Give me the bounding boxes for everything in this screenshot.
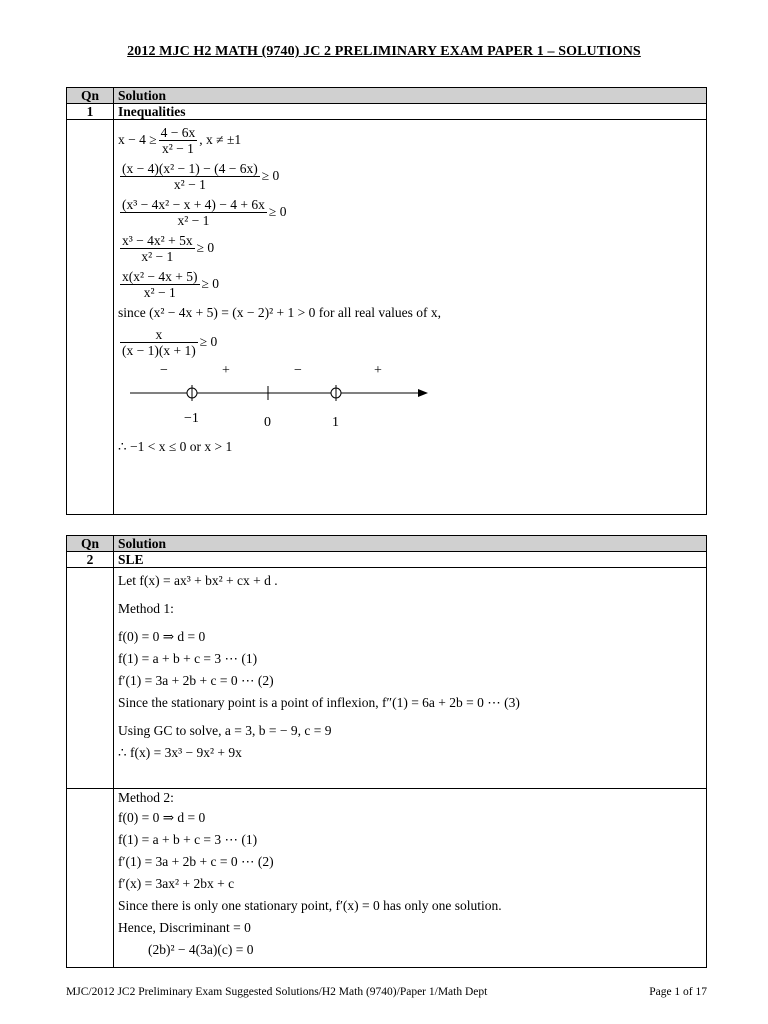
q1-line5: $\frac{\text{x(x² − 4x + 5)}}{\text{x² − 1}}$ ≥ 0 — [122, 268, 220, 300]
m2-line: f′(x) = 3ax² + 2bx + c — [118, 876, 235, 891]
page-title: 2012 MJC H2 MATH (9740) JC 2 PRELIMINARY EXAM PAPER 1 – SOLUTIONS — [127, 44, 641, 59]
solution-header: Solution — [114, 88, 707, 104]
q1-line2: $\frac{\text{(x − 4)(x² − 1) − (4 − 6x)}}{\text{x² − 1}}$ ≥ 0 — [122, 160, 280, 192]
m2-line: Hence, Discriminant = 0 — [118, 920, 251, 935]
q1-answer: ∴ −1 < x ≤ 0 or x > 1 — [118, 439, 233, 454]
sign-label: − — [294, 363, 302, 378]
footer-page-number: Page 1 of 17 — [649, 986, 707, 998]
m2-line: Since there is only one stationary point, f′(x) = 0 has only one solution. — [118, 898, 502, 913]
tick-label: −1 — [184, 411, 199, 426]
m1-line: Since the stationary point is a point of inflexion, f″(1) = 6a + 2b = 0 ⋯ (3) — [118, 695, 520, 710]
q2-let-line: Let f(x) = ax³ + bx² + cx + d . — [118, 573, 278, 588]
q2-number: 2 — [67, 552, 114, 568]
m2-line: (2b)² − 4(3a)(c) = 0 — [148, 942, 254, 957]
sign-label: + — [374, 363, 382, 378]
q1-number: 1 — [67, 104, 114, 120]
q2-method2 — [114, 789, 707, 968]
m2-line: f′(1) = 3a + 2b + c = 0 ⋯ (2) — [118, 854, 274, 869]
m1-line: Using GC to solve, a = 3, b = − 9, c = 9 — [118, 723, 332, 738]
footer-source: MJC/2012 JC2 Preliminary Exam Suggested Solutions/H2 Math (9740)/Paper 1/Math Dept — [66, 986, 488, 998]
q1-solution — [114, 120, 707, 515]
q1-topic: Inequalities — [114, 104, 707, 120]
q1-line6: $\frac{x}{(x - 1)(x + 1)}$ ≥ 0 — [122, 326, 218, 358]
qn-header: Qn — [67, 536, 114, 552]
sign-number-line — [124, 360, 444, 436]
qn-header: Qn — [67, 88, 114, 104]
sign-label: + — [222, 363, 230, 378]
q1-since-line: since (x² − 4x + 5) = (x − 2)² + 1 > 0 for all real values of x, — [118, 305, 441, 320]
q2-method1 — [114, 568, 707, 789]
m1-line: ∴ f(x) = 3x³ − 9x² + 9x — [118, 745, 242, 760]
q1-table — [66, 87, 707, 515]
m1-line: f(1) = a + b + c = 3 ⋯ (1) — [118, 651, 258, 666]
method2-title: Method 2: — [118, 790, 174, 805]
tick-label: 0 — [264, 415, 271, 430]
q2-topic: SLE — [114, 552, 707, 568]
q1-line3: $\frac{\text{(x³ − 4x² − x + 4) − 4 + 6x}}{\text{x² − 1}}$ ≥ 0 — [122, 196, 287, 228]
method1-title: Method 1: — [118, 601, 174, 616]
m2-line: f(1) = a + b + c = 3 ⋯ (1) — [118, 832, 258, 847]
m2-line: f(0) = 0 ⇒ d = 0 — [118, 810, 206, 825]
q1-line1: x − 4 ≥ $\frac{4 - 6x}{\text{x² − 1}}$ , x ≠ ±1 — [118, 124, 242, 156]
m1-line: f′(1) = 3a + 2b + c = 0 ⋯ (2) — [118, 673, 274, 688]
solution-header: Solution — [114, 536, 707, 552]
m1-line: f(0) = 0 ⇒ d = 0 — [118, 629, 206, 644]
tick-label: 1 — [332, 415, 339, 430]
q1-line4: $\frac{\text{x³ − 4x² + 5x}}{\text{x² − 1}}$ ≥ 0 — [122, 232, 215, 264]
arrow-head-icon — [418, 389, 428, 397]
sign-label: − — [160, 363, 168, 378]
q2-table — [66, 535, 707, 968]
